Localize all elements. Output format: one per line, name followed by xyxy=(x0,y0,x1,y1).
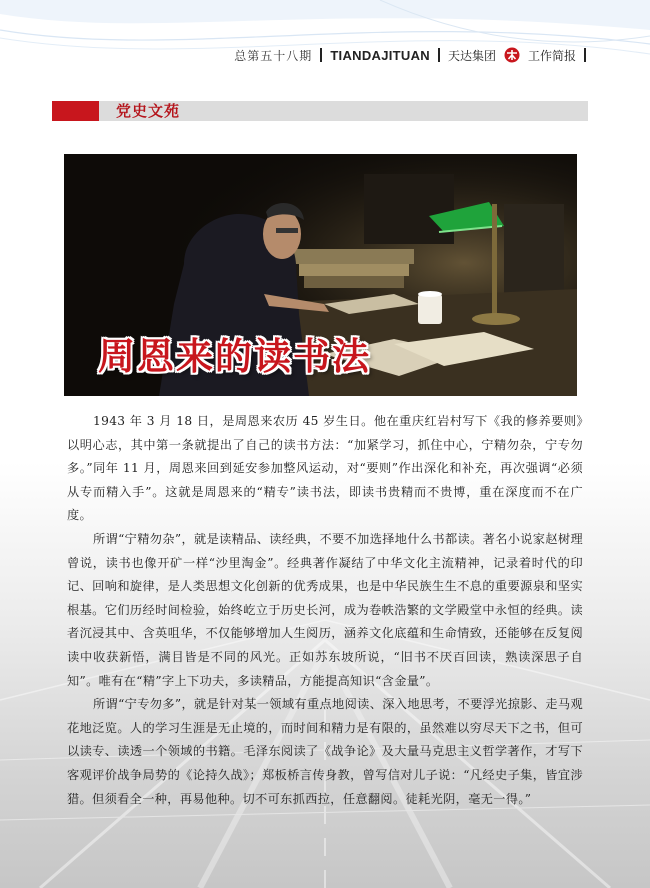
article-paragraph: 所谓“宁精勿杂”，就是读精品、读经典，不要不加选择地什么书都读。著名小说家赵树理曾说，读书也像开矿一样“沙里淘金”。经典著作凝结了中华文化主流精神，记录着时代的印记、回响和旋律，是人类思想文化创新的优秀成果，也是中华民族生生不息的重要源泉和坚实根基。它们历经时间检验，始终屹立于历史长河，成为卷帙浩繁的文学殿堂中永恒的经典。读者沉浸其中、含英咀华，不仅能够增加人生阅历，涵养文化底蕴和生命情致，还能够在反复阅读中收获新悟，满目皆是不同的风光。正如苏东坡所说，“旧书不厌百回读，熟读深思子自知”。唯有在“精”字上下功夫，多读精品，方能提高知识“含金量”。 xyxy=(67,531,583,688)
section-header-bar xyxy=(52,101,588,121)
brand-english-name: TIANDAJITUAN xyxy=(330,47,430,63)
header-divider xyxy=(438,48,440,62)
article-title: 周恩来的读书法 xyxy=(98,334,371,378)
company-logo-icon xyxy=(504,47,520,63)
company-name: 天达集团 xyxy=(447,48,496,63)
header-divider xyxy=(584,48,586,62)
article-body xyxy=(67,410,583,811)
publication-name: 工作简报 xyxy=(527,48,576,63)
article-paragraph: 所谓“宁专勿多”，就是针对某一领域有重点地阅读、深入地思考，不要浮光掠影、走马观花地泛览。人的学习生涯是无止境的，而时间和精力是有限的，虽然难以穷尽天下之书，但可以读专、读透一个领域的书籍。毛泽东阅读了《战争论》及大量马克思主义哲学著作，才写下客观评价战争局势的《论持久战》；郑板桥言传身教，曾写信对儿子说：“凡经史子集，皆宜涉猎。但须看全一种，再易他种。切不可东抓西拉，任意翻阅。徒耗光阴，毫无一得。” xyxy=(67,697,583,806)
section-title: 党史文苑 xyxy=(116,102,181,120)
article-paragraph: 1943 年 3 月 18 日，是周恩来农历 45 岁生日。他在重庆红岩村写下《我的修养要则》以明心志，其中第一条就提出了自己的读书方法：“加紧学习，抓住中心，宁精勿杂，宁专勿多。”同年 11 月，周恩来回到延安参加整风运动，对“要则”作出深化和补充，再次强调“必须从专而精入手”。这就是周恩来的“精专”读书法，即读书贵精而不贵博，重在深度而不在广度。 xyxy=(67,414,583,523)
section-accent-block xyxy=(52,101,99,121)
page-header xyxy=(234,44,586,66)
header-divider xyxy=(320,48,322,62)
issue-number: 总第五十八期 xyxy=(234,48,313,63)
article-header-photo xyxy=(64,154,577,396)
